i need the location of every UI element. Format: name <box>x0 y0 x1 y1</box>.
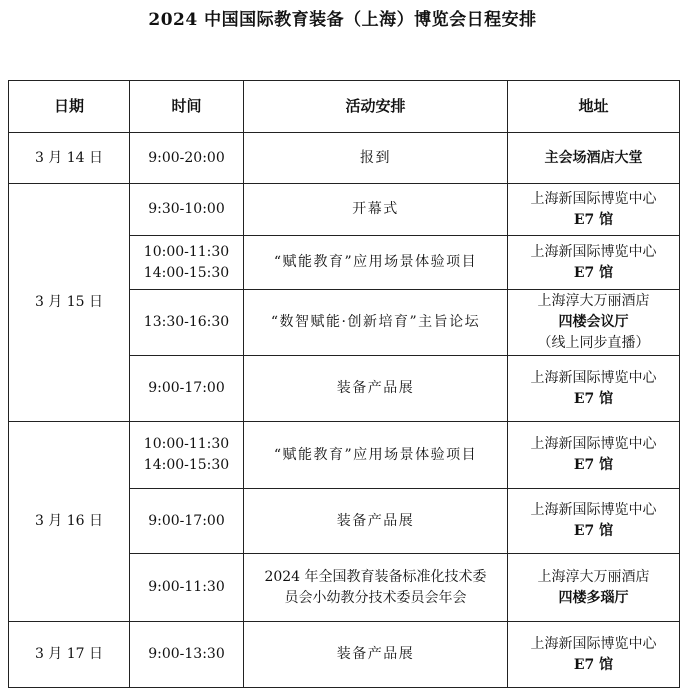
activity-cell <box>244 184 508 236</box>
address-line: 上海新国际博览中心 <box>530 635 657 652</box>
activity-line: 报到 <box>360 149 391 166</box>
activity-cell <box>244 489 508 554</box>
address-line: 主会场酒店大堂 <box>544 149 643 166</box>
address-cell <box>508 422 680 489</box>
activity-cell <box>244 622 508 688</box>
address-cell <box>508 184 680 236</box>
page-title: 2024 中国国际教育装备（上海）博览会日程安排 <box>148 10 537 30</box>
header-date: 日期 <box>9 81 130 133</box>
date-cell: 3 月 17 日 <box>9 622 130 688</box>
activity-line: “赋能教育”应用场景体验项目 <box>273 254 478 270</box>
address-line: 上海新国际博览中心 <box>530 502 657 518</box>
table-row <box>9 422 680 489</box>
time-line: 10:00-11:30 <box>143 436 230 452</box>
activity-cell <box>244 422 508 489</box>
time-cell <box>130 356 244 422</box>
header-row <box>9 81 680 133</box>
table-row <box>9 133 680 184</box>
activity-cell <box>244 236 508 290</box>
time-line: 9:00-13:30 <box>148 646 225 662</box>
date-cell: 3 月 14 日 <box>9 133 130 184</box>
table-row <box>9 622 680 688</box>
address-line: E7 馆 <box>573 390 614 407</box>
time-line: 13:30-16:30 <box>143 314 230 330</box>
date-cell: 3 月 16 日 <box>9 422 130 622</box>
schedule-table <box>8 80 680 688</box>
address-line: 上海淳大万丽酒店 <box>537 568 650 585</box>
address-line: （线上同步直播） <box>537 335 650 351</box>
time-cell <box>130 184 244 236</box>
time-line: 9:00-17:00 <box>148 512 225 529</box>
time-line: 10:00-11:30 <box>143 243 230 260</box>
address-cell <box>508 554 680 622</box>
date-cell: 3 月 15 日 <box>9 184 130 422</box>
time-line: 9:00-20:00 <box>148 149 225 166</box>
time-line: 9:00-11:30 <box>148 579 225 595</box>
activity-cell <box>244 133 508 184</box>
time-cell <box>130 133 244 184</box>
address-line: E7 馆 <box>573 264 614 281</box>
header-time: 时间 <box>130 81 244 133</box>
address-line: 四楼多瑙厅 <box>558 589 629 606</box>
address-cell <box>508 489 680 554</box>
address-line: E7 馆 <box>573 656 614 673</box>
time-cell <box>130 622 244 688</box>
address-line: 上海新国际博览中心 <box>530 369 657 386</box>
address-line: E7 馆 <box>573 211 614 228</box>
time-line: 14:00-15:30 <box>143 457 230 473</box>
header-address: 地址 <box>508 81 680 133</box>
address-cell <box>508 356 680 422</box>
time-cell <box>130 236 244 290</box>
header-activity: 活动安排 <box>244 81 508 133</box>
time-line: 9:30-10:00 <box>148 201 225 217</box>
time-line: 14:00-15:30 <box>143 264 230 281</box>
table-row <box>9 184 680 236</box>
address-cell <box>508 133 680 184</box>
address-line: E7 馆 <box>573 523 614 539</box>
activity-line: 员会小幼教分技术委员会年会 <box>284 589 467 606</box>
address-line: 上海淳大万丽酒店 <box>537 293 650 309</box>
activity-line: 2024 年全国教育装备标准化技术委 <box>264 568 487 585</box>
time-cell <box>130 290 244 356</box>
time-cell <box>130 554 244 622</box>
activity-line: 开幕式 <box>352 201 399 217</box>
address-cell <box>508 622 680 688</box>
activity-line: “赋能教育”应用场景体验项目 <box>273 446 478 463</box>
time-line: 9:00-17:00 <box>148 380 225 396</box>
activity-line: 装备产品展 <box>336 512 415 529</box>
address-cell <box>508 236 680 290</box>
address-line: 四楼会议厅 <box>558 314 629 330</box>
activity-cell <box>244 290 508 356</box>
address-line: 上海新国际博览中心 <box>530 190 657 207</box>
activity-line: “数智赋能·创新培育”主旨论坛 <box>270 314 481 330</box>
address-line: 上海新国际博览中心 <box>530 436 657 452</box>
activity-cell <box>244 554 508 622</box>
activity-cell <box>244 356 508 422</box>
address-line: 上海新国际博览中心 <box>530 243 657 260</box>
activity-line: 装备产品展 <box>336 646 415 662</box>
address-line: E7 馆 <box>573 457 614 473</box>
time-cell <box>130 422 244 489</box>
time-cell <box>130 489 244 554</box>
activity-line: 装备产品展 <box>336 380 415 396</box>
address-cell <box>508 290 680 356</box>
